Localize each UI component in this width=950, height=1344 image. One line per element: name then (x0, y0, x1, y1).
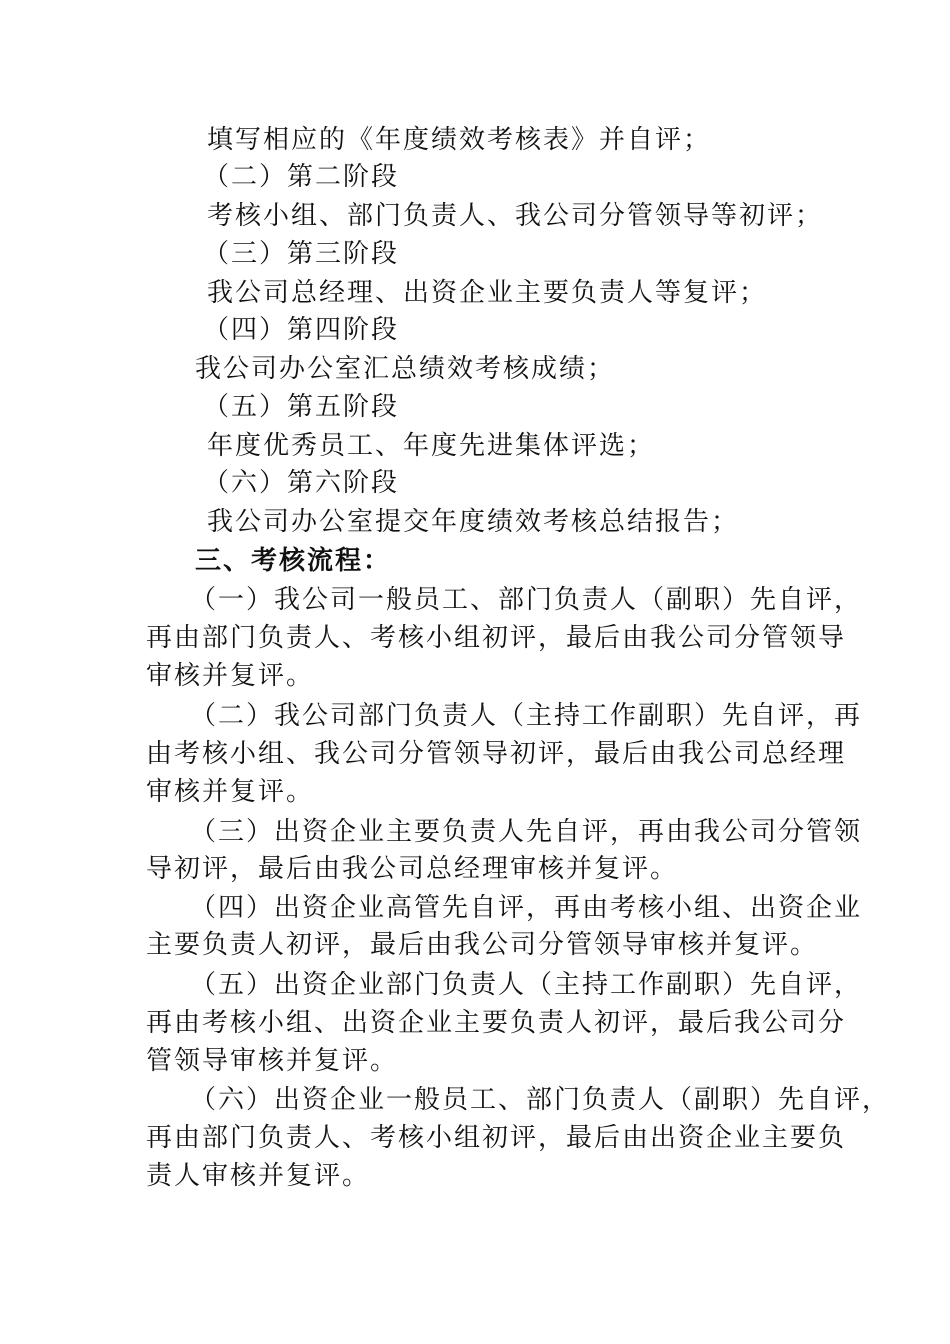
flow-item-3-line-1: （三）出资企业主要负责人先自评，再由我公司分管领 (190, 817, 863, 847)
stage1-text: 填写相应的《年度绩效考核表》并自评； (207, 125, 712, 155)
stage4-text: 我公司办公室汇总绩效考核成绩； (195, 354, 616, 384)
section-3-title: 三、考核流程： (195, 546, 392, 576)
stage5-text: 年度优秀员工、年度先进集体评选； (207, 431, 656, 461)
flow-item-4-line-2: 主要负责人初评，最后由我公司分管领导审核并复评。 (146, 930, 819, 960)
flow-item-4-line-1: （四）出资企业高管先自评，再由考核小组、出资企业 (190, 893, 863, 923)
flow-item-2-line-2: 由考核小组、我公司分管领导初评，最后由我公司总经理 (146, 739, 847, 769)
flow-item-6-line-3: 责人审核并复评。 (146, 1161, 371, 1191)
flow-item-5-line-3: 管领导审核并复评。 (146, 1046, 399, 1076)
flow-item-3-line-2: 导初评，最后由我公司总经理审核并复评。 (146, 854, 679, 884)
stage5-heading: （五）第五阶段 (203, 392, 400, 422)
flow-item-5-line-1: （五）出资企业部门负责人（主持工作副职）先自评， (190, 970, 863, 1000)
flow-item-2-line-3: 审核并复评。 (146, 777, 315, 807)
stage6-heading: （六）第六阶段 (203, 468, 400, 498)
flow-item-5-line-2: 再由考核小组、出资企业主要负责人初评，最后我公司分 (146, 1008, 847, 1038)
flow-item-6-line-1: （六）出资企业一般员工、部门负责人（副职）先自评， (190, 1085, 891, 1115)
stage6-text: 我公司办公室提交年度绩效考核总结报告； (207, 507, 740, 537)
flow-item-2-line-1: （二）我公司部门负责人（主持工作副职）先自评，再 (190, 701, 863, 731)
flow-item-1-line-3: 审核并复评。 (146, 661, 315, 691)
stage3-heading: （三）第三阶段 (203, 239, 400, 269)
flow-item-1-line-1: （一）我公司一般员工、部门负责人（副职）先自评， (190, 585, 863, 615)
stage2-heading: （二）第二阶段 (203, 162, 400, 192)
stage2-text: 考核小组、部门负责人、我公司分管领导等初评； (207, 201, 824, 231)
flow-item-6-line-2: 再由部门负责人、考核小组初评，最后由出资企业主要负 (146, 1123, 847, 1153)
stage4-heading: （四）第四阶段 (203, 315, 400, 345)
flow-item-1-line-2: 再由部门负责人、考核小组初评，最后由我公司分管领导 (146, 623, 847, 653)
stage3-text: 我公司总经理、出资企业主要负责人等复评； (207, 278, 768, 308)
